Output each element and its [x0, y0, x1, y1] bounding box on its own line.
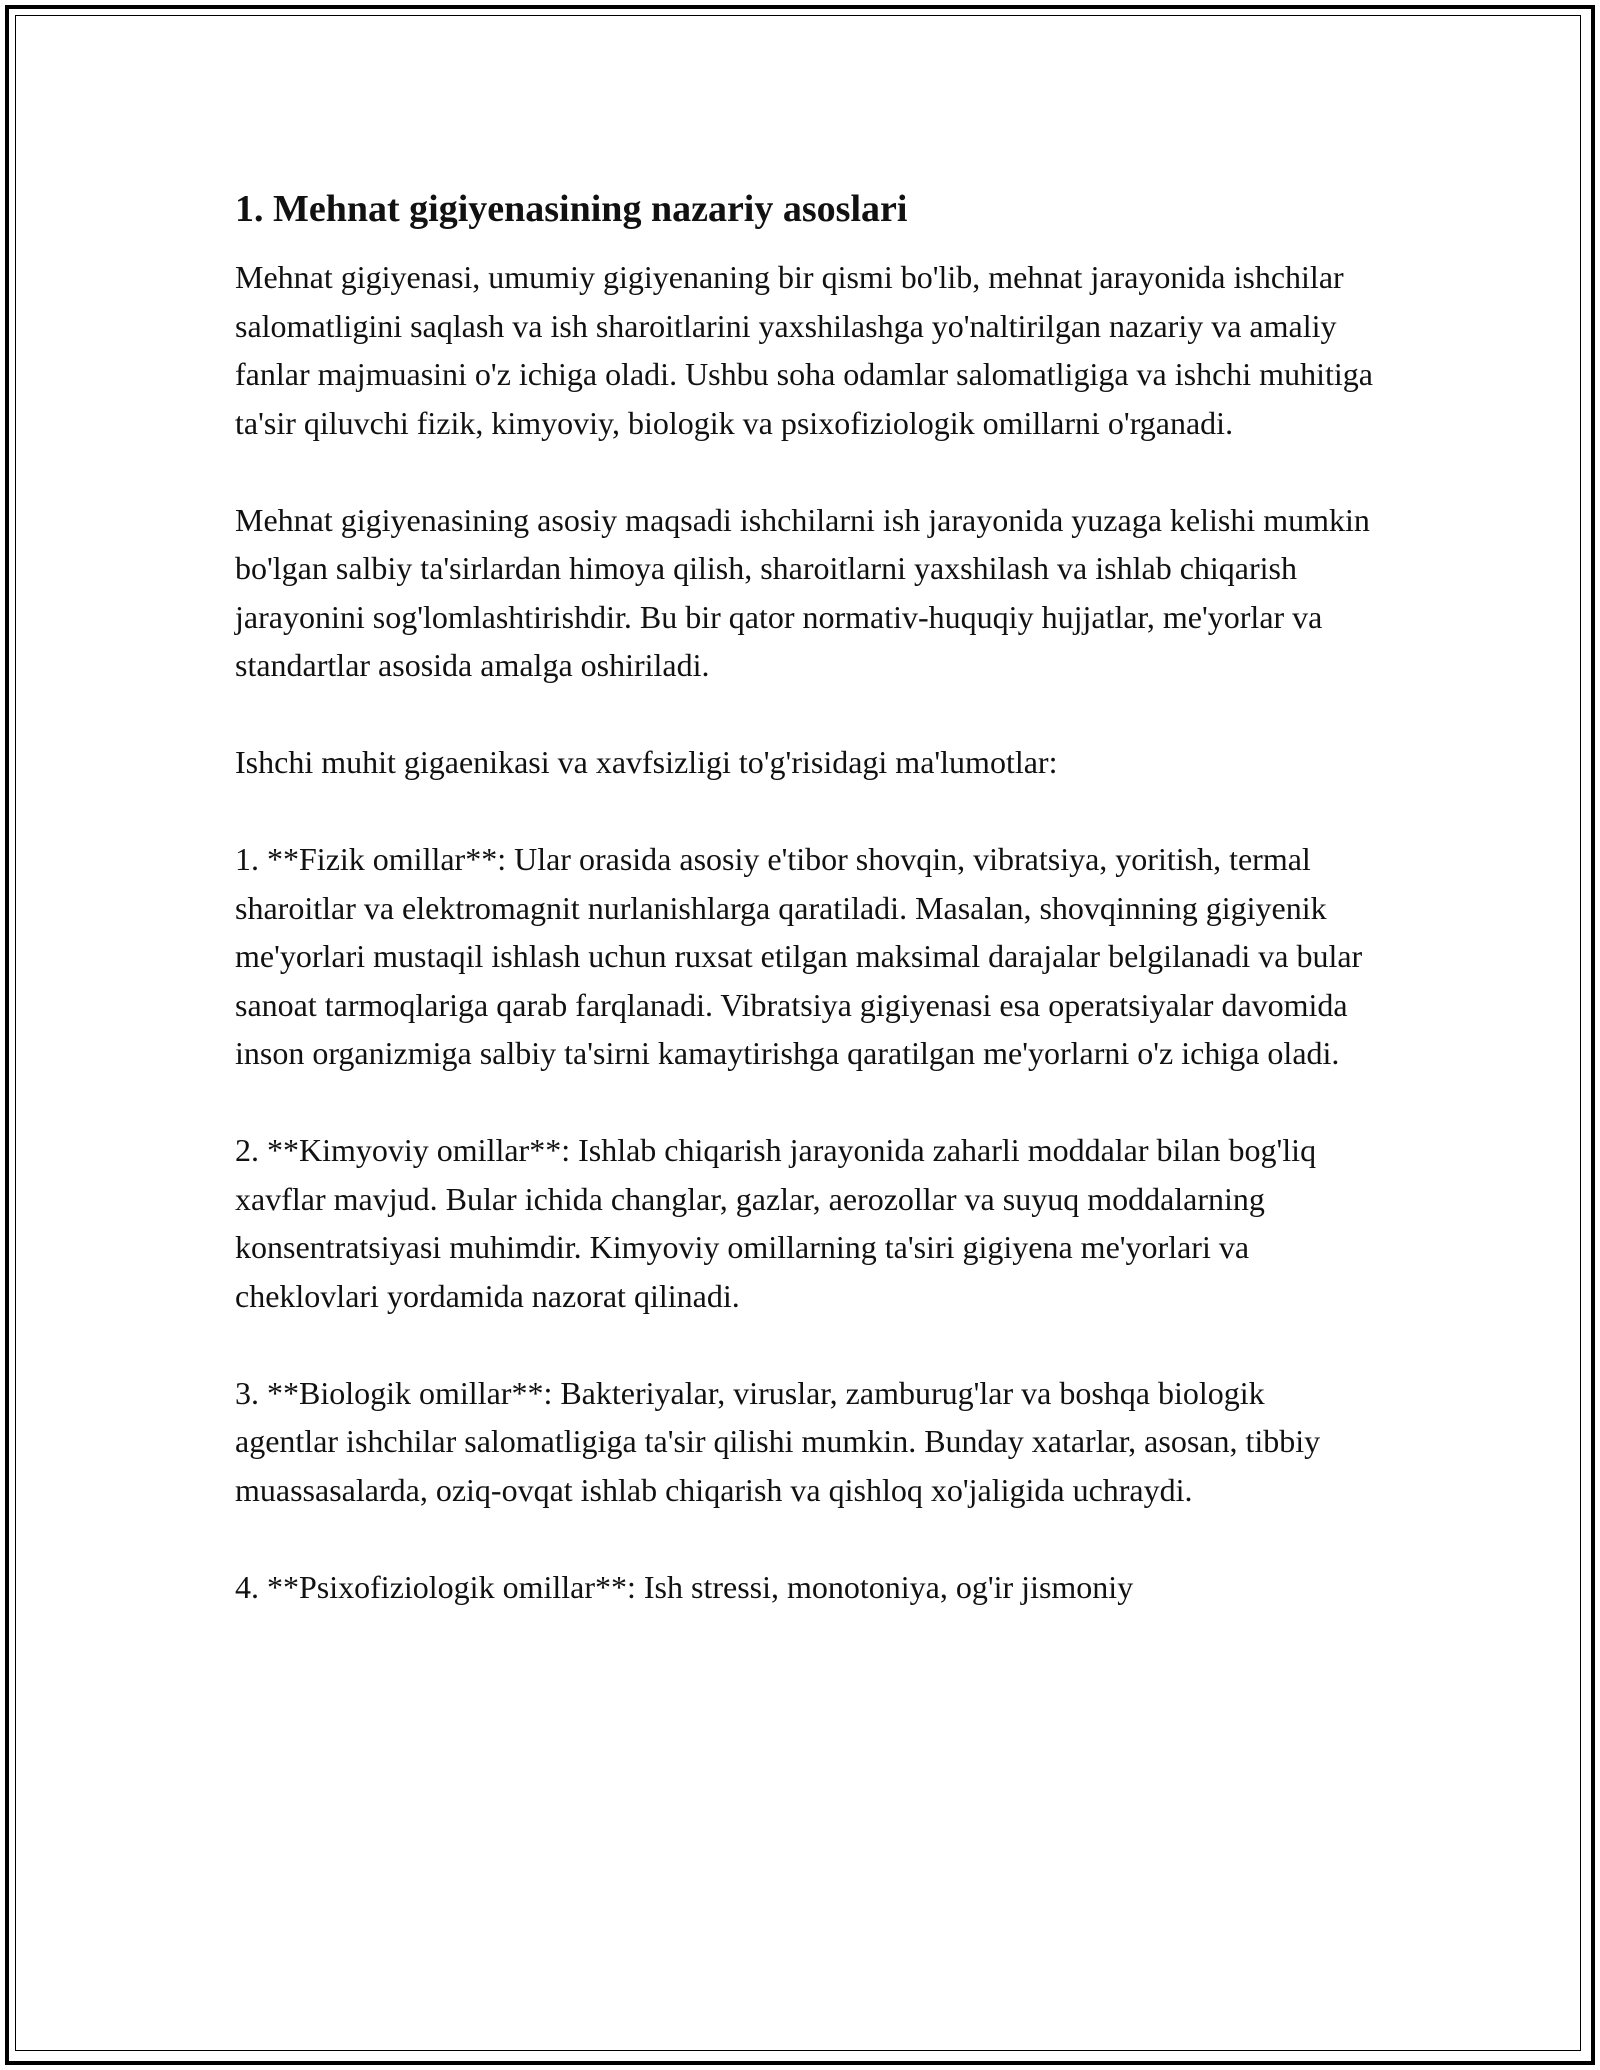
paragraph-intro: Mehnat gigiyenasi, umumiy gigiyenaning bir qismi bo'lib, mehnat jarayonida ishchilar salomatligini saqlash va ish sharoitlarini yaxshilashga yo'naltirilgan nazariy va amaliy fanlar majmuasini o'z ichiga oladi. Ushbu soha odamlar salomatligiga va ishchi muhitiga ta'sir qiluvchi fizik, kimyoviy, biologik va psixofiziologik omillarni o'rganadi. [235, 259, 1373, 441]
list-item-physical-factors: 1. **Fizik omillar**: Ular orasida asosiy e'tibor shovqin, vibratsiya, yoritish, termal sharoitlar va elektromagnit nurlanishlarga qaratiladi. Masalan, shovqinning gigiyenik me'yorlari mustaqil ishlash uchun ruxsat etilgan maksimal darajalar belgilanadi va bular sanoat tarmoqlariga qarab farqlanadi. Vibratsiya gigiyenasi esa operatsiyalar davomida inson organizmiga salbiy ta'sirni kamaytirishga qaratilgan me'yorlarni o'z ichiga oladi. [235, 841, 1363, 1071]
document-title: 1. Mehnat gigiyenasining nazariy asoslari [235, 188, 908, 230]
list-item-chemical-factors: 2. **Kimyoviy omillar**: Ishlab chiqarish jarayonida zaharli moddalar bilan bog'liq xavflar mavjud. Bular ichida changlar, gazlar, aerozollar va suyuq moddalarning konsentratsiyasi muhimdir. Kimyoviy omillarning ta'siri gigiyena me'yorlari va cheklovlari yordamida nazorat qilinadi. [235, 1132, 1317, 1314]
list-item-biological-factors: 3. **Biologik omillar**: Bakteriyalar, viruslar, zamburug'lar va boshqa biologik agentlar ishchilar salomatligiga ta'sir qilishi mumkin. Bunday xatarlar, asosan, tibbiy muassasalarda, oziq-ovqat ishlab chiqarish va qishloq xo'jaligida uchraydi. [235, 1374, 1321, 1508]
list-item-psychophysiological-factors: 4. **Psixofiziologik omillar**: Ish stressi, monotoniya, og'ir jismoniy [235, 1568, 1134, 1605]
paragraph-purpose: Mehnat gigiyenasining asosiy maqsadi ishchilarni ish jarayonida yuzaga kelishi mumkin bo'lgan salbiy ta'sirlardan himoya qilish, sharoitlarni yaxshilash va ishlab chiqarish jarayonini sog'lomlashtirishdir. Bu bir qator normativ-huquqiy hujjatlar, me'yorlar va standartlar asosida amalga oshiriladi. [235, 501, 1370, 683]
document-body [235, 185, 1375, 1611]
paragraph-list-heading: Ishchi muhit gigaenikasi va xavfsizligi to'g'risidagi ma'lumotlar: [235, 744, 1058, 780]
